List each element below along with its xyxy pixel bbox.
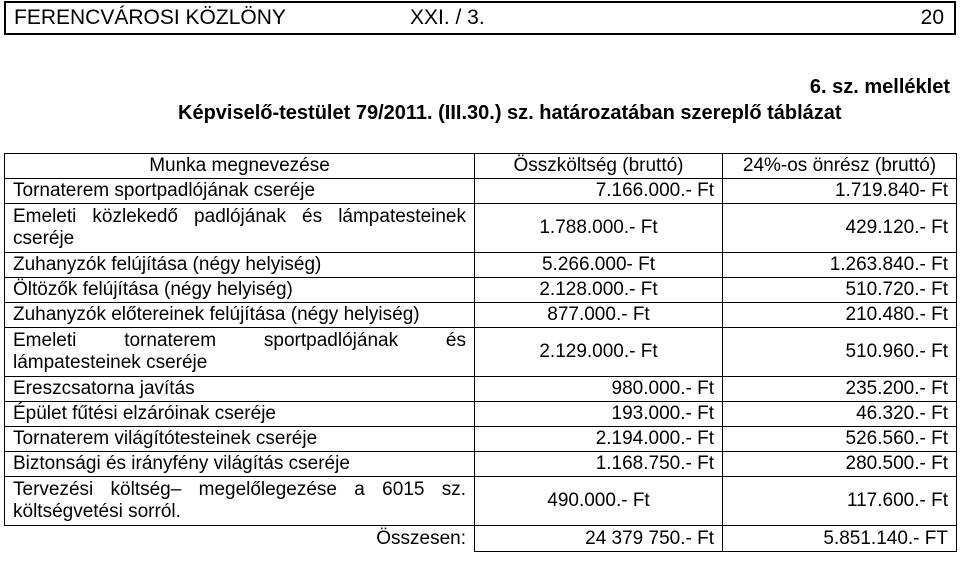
column-header-work: Munka megnevezése [5,154,475,179]
table-row [5,402,957,427]
total-cost-cell: 877.000.- Ft [475,303,723,328]
total-cost-cell: 980.000.- Ft [475,377,723,402]
table-row [5,427,957,452]
column-header-own-share: 24%-os önrész (bruttó) [723,154,957,179]
total-label: Összesen: [5,526,475,552]
page-number: 20 [920,6,944,29]
own-share-cell: 235.200.- Ft [723,377,957,402]
total-cost-cell: 7.166.000.- Ft [475,179,723,204]
total-cost-cell: 2.129.000.- Ft [475,328,723,377]
table-row [5,179,957,204]
work-name-cell: Épület fűtési elzáróinak cseréje [5,402,475,427]
work-name-cell: Tornaterem világítótesteinek cseréje [5,427,475,452]
table-row [5,253,957,278]
work-name-cell: Öltözők felújítása (négy helyiség) [5,278,475,303]
grand-total-cost: 24 379 750.- Ft [475,526,723,552]
own-share-cell: 46.320.- Ft [723,402,957,427]
table-row [5,278,957,303]
work-name-cell: Ereszcsatorna javítás [5,377,475,402]
table-row [5,452,957,477]
work-name-cell: Zuhanyzók felújítása (négy helyiség) [5,253,475,278]
table-row [5,303,957,328]
own-share-cell: 1.263.840.- Ft [723,253,957,278]
publication-header [4,1,956,35]
own-share-cell: 210.480.- Ft [723,303,957,328]
total-cost-cell: 490.000.- Ft [475,477,723,526]
total-cost-cell: 1.168.750.- Ft [475,452,723,477]
publication-title: FERENCVÁROSI KÖZLÖNY [14,6,286,29]
own-share-cell: 280.500.- Ft [723,452,957,477]
table-header-row [5,154,957,179]
own-share-cell: 1.719.840- Ft [723,179,957,204]
work-name-cell: Tervezési költség– megelőlegezése a 6015 sz. költségvetési sorról. [5,477,475,526]
total-row [5,526,957,552]
own-share-cell: 429.120.- Ft [723,204,957,253]
table-row [5,204,957,253]
work-name-cell: Emeleti tornaterem sportpadlójának és lámpatesteinek cseréje [5,328,475,377]
total-cost-cell: 1.788.000.- Ft [475,204,723,253]
total-cost-cell: 2.194.000.- Ft [475,427,723,452]
work-name-cell: Biztonsági és irányfény világítás cseréje [5,452,475,477]
annex-label: 6. sz. melléklet [809,76,950,98]
own-share-cell: 117.600.- Ft [723,477,957,526]
column-header-total-cost: Összköltség (bruttó) [475,154,723,179]
work-name-cell: Zuhanyzók előtereinek felújítása (négy helyiség) [5,303,475,328]
resolution-title: Képviselő-testület 79/2011. (III.30.) sz. határozatában szereplő táblázat [178,102,842,124]
work-name-cell: Emeleti közlekedő padlójának és lámpatesteinek cseréje [5,204,475,253]
own-share-cell: 526.560.- Ft [723,427,957,452]
table-row [5,328,957,377]
issue-number: XXI. / 3. [410,6,485,29]
table-row [5,377,957,402]
cost-table [4,153,957,552]
total-cost-cell: 193.000.- Ft [475,402,723,427]
total-cost-cell: 2.128.000.- Ft [475,278,723,303]
grand-total-own-share: 5.851.140.- FT [723,526,957,552]
work-name-cell: Tornaterem sportpadlójának cseréje [5,179,475,204]
table-row [5,477,957,526]
total-cost-cell: 5.266.000- Ft [475,253,723,278]
own-share-cell: 510.720.- Ft [723,278,957,303]
own-share-cell: 510.960.- Ft [723,328,957,377]
